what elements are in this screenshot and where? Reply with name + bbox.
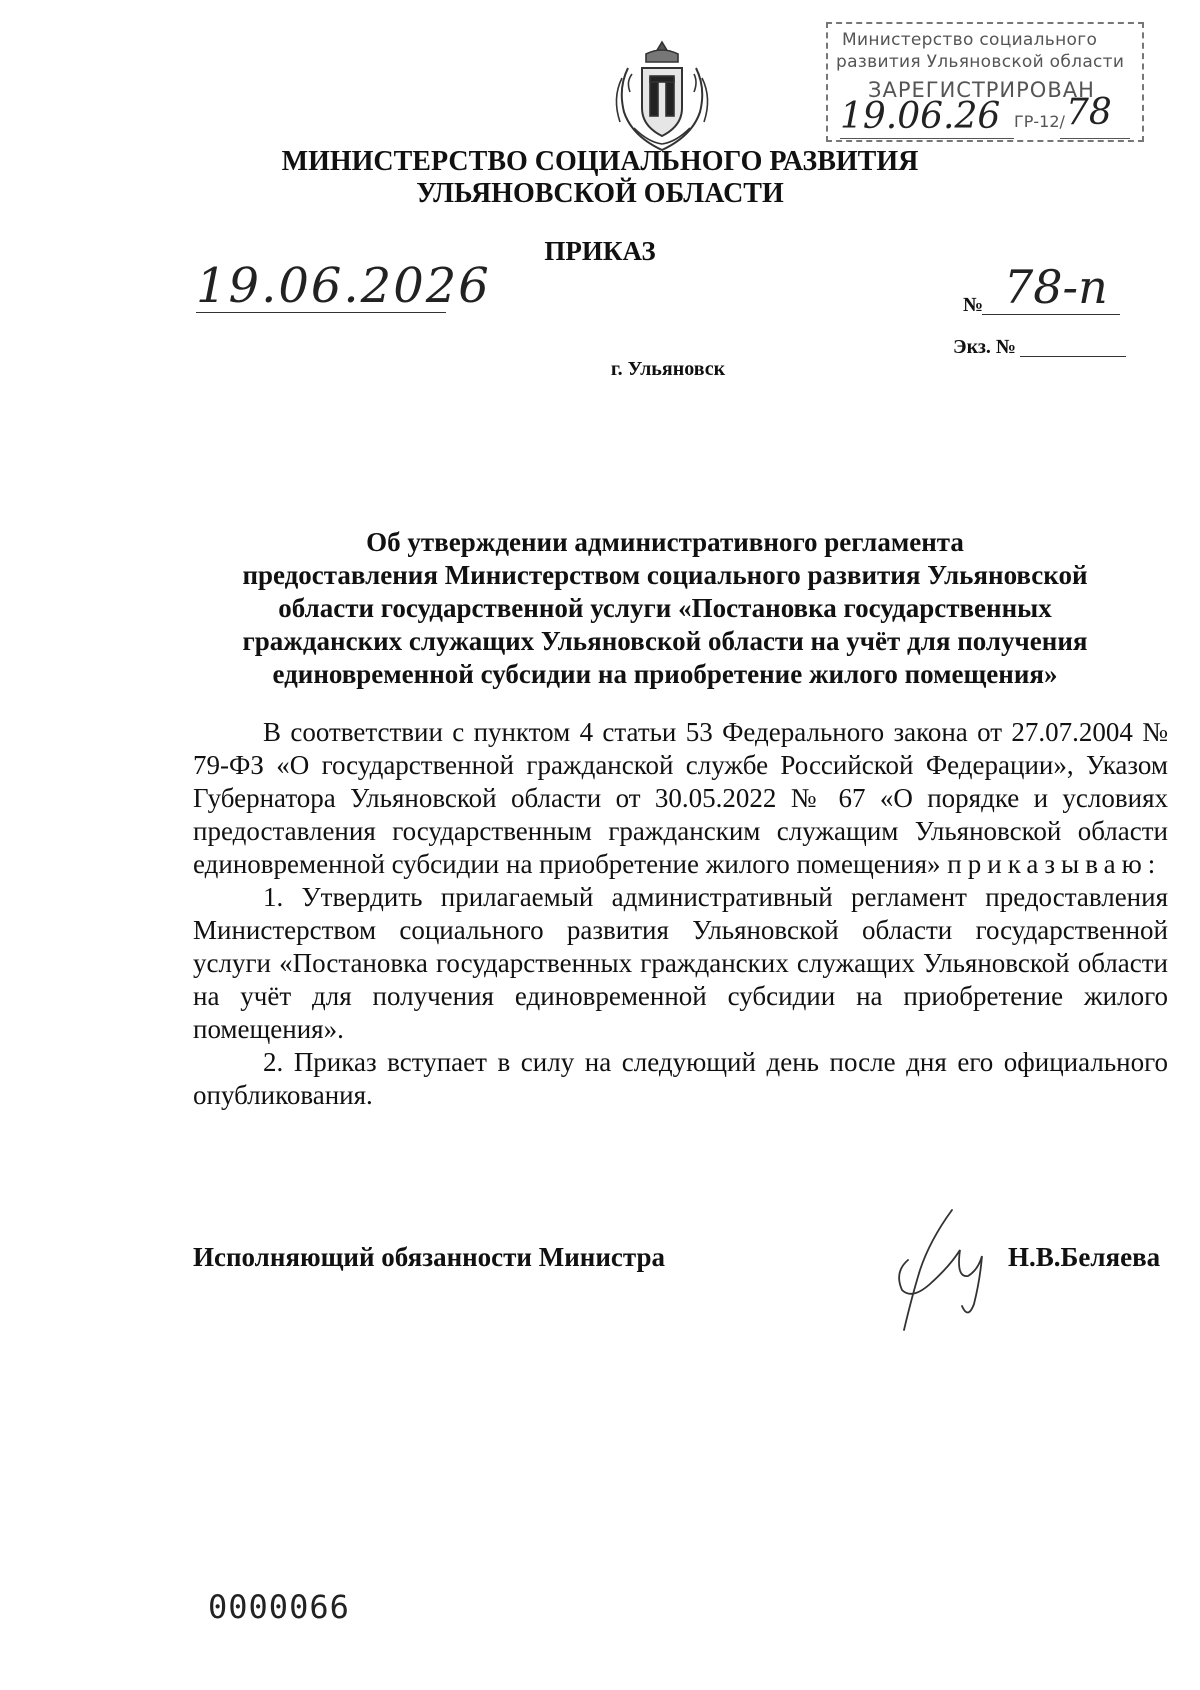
ministry-name-line-1: МИНИСТЕРСТВО СОЦИАЛЬНОГО РАЗВИТИЯ <box>281 146 919 177</box>
serial-number: 0000066 <box>208 1588 350 1626</box>
signatory-title: Исполняющий обязанности Министра <box>193 1242 665 1272</box>
stamp-date-underline <box>840 138 1014 139</box>
preamble-paragraph <box>193 716 1168 881</box>
heading-line-3: области государственной услуги «Постановка государственных <box>278 593 1052 623</box>
stamp-registered: ЗАРЕГИСТРИРОВАН <box>868 78 1095 102</box>
stamp-line-2: развития Ульяновской области <box>836 52 1125 72</box>
order-item-1: 1. Утвердить прилагаемый административный регламент предоставления Министерством социального развития Ульяновской области государственной услуги «Постановка государственных гражданских служащих Ульяновской области на учёт для получения единовременной субсидии на приобретение жилого помещения». <box>193 882 1168 1044</box>
coat-of-arms-icon <box>608 38 716 156</box>
date-underline <box>196 312 446 313</box>
order-body <box>193 716 1168 1112</box>
order-heading <box>190 526 1140 691</box>
handwritten-order-number: 78-п <box>1004 260 1108 314</box>
number-label: № <box>963 294 984 316</box>
heading-line-5: единовременной субсидии на приобретение жилого помещения» <box>272 659 1058 689</box>
ministry-name-line-2: УЛЬЯНОВСКОЙ ОБЛАСТИ <box>416 178 784 209</box>
heading-line-4: гражданских служащих Ульяновской области на учёт для получения <box>242 626 1088 656</box>
city: г. Ульяновск <box>610 358 726 380</box>
heading-line-1: Об утверждении административного регламента <box>366 527 964 557</box>
ministry-name <box>0 146 1200 210</box>
signatory-name: Н.В.Беляева <box>1008 1242 1161 1272</box>
stamp-handwritten-date: 19.06.26 <box>840 96 1001 137</box>
handwritten-signature <box>890 1200 1000 1340</box>
copy-number-label: Экз. № <box>953 336 1016 358</box>
preamble-text: В соответствии с пунктом 4 статьи 53 Федерального закона от 27.07.2004 № 79-ФЗ «О государственной гражданской службе Российской Федерации», Указом Губернатора Ульяновской области от 30.05.2022 № 67 «О порядке и условиях предоставления государственным гражданским служащим Ульяновской области единовременной субсидии на приобретение жилого помещения» <box>193 717 1168 879</box>
number-underline <box>982 314 1120 315</box>
stamp-handwritten-number: 78 <box>1066 92 1112 133</box>
handwritten-order-date: 19.06.2026 <box>196 258 491 314</box>
heading-line-2: предоставления Министерством социального развития Ульяновской <box>242 560 1088 590</box>
copy-number-underline <box>1020 356 1126 357</box>
stamp-code: ГР-12/ <box>1014 112 1065 131</box>
order-word: приказываю: <box>947 849 1162 879</box>
document-type: ПРИКАЗ <box>544 236 656 266</box>
order-item-2: 2. Приказ вступает в силу на следующий день после дня его официального опубликования. <box>193 1047 1168 1110</box>
stamp-number-underline <box>1060 138 1130 139</box>
stamp-line-1: Министерство социального <box>842 30 1098 50</box>
registration-stamp <box>826 22 1144 142</box>
